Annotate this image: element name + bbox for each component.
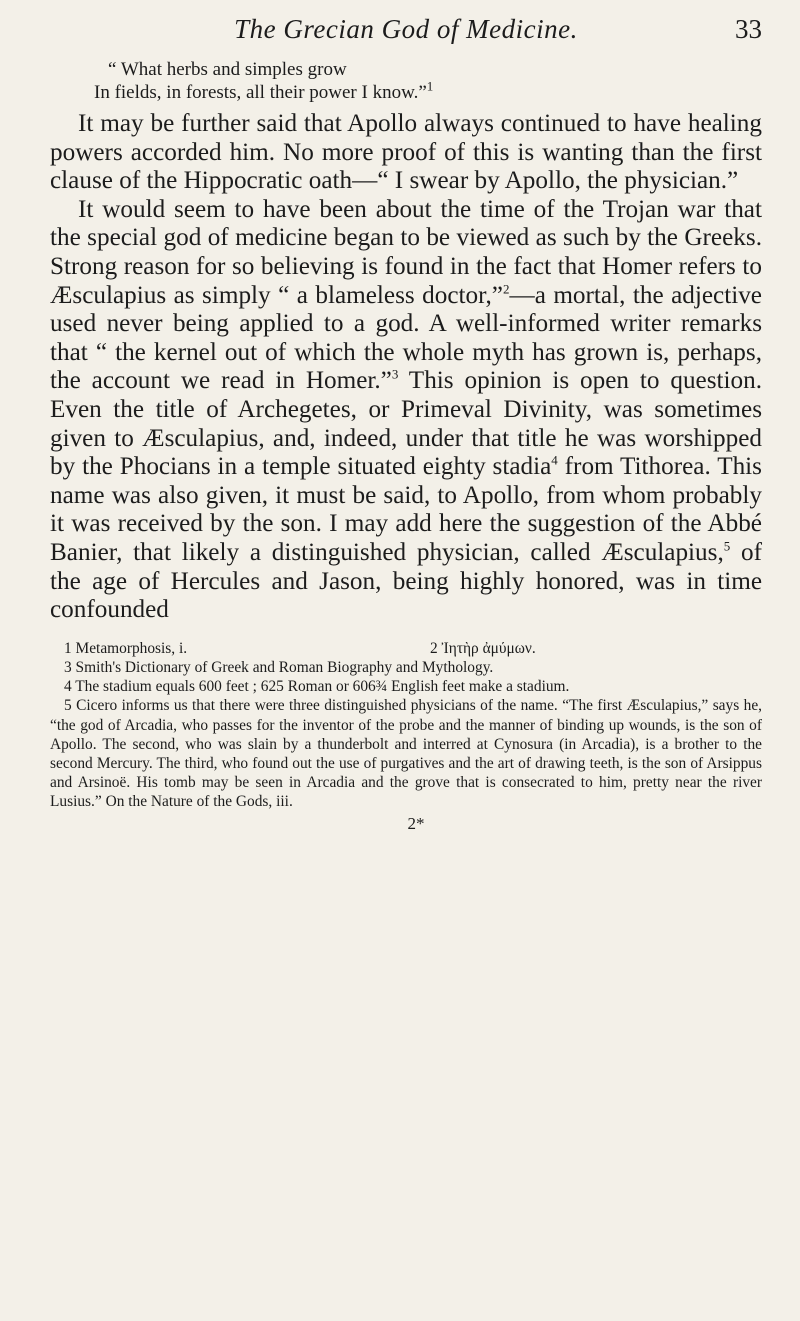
page [50, 14, 762, 833]
footnotes [50, 639, 762, 833]
paragraph-1: It may be further said that Apollo always continued to have healing powers accorded him. No more proof of this is wanting than the first clause of the Hippocratic oath—“ I swear by Apollo, the physician.” [50, 110, 762, 195]
footnote-row [50, 639, 762, 658]
verse-line-1: “ What herbs and simples grow [108, 59, 347, 80]
footnote-3: 3 Smith's Dictionary of Greek and Roman Biography and Mythology. [64, 658, 494, 676]
footnote-1: 1 Metamorphosis, i. [64, 639, 188, 657]
paragraph-2: It would seem to have been about the time of the Trojan war that the special god of medicine began to be viewed as such by the Greeks. Strong reason for so believing is found in the fact that Homer refers to Æsculapius as simply “ a blameless doctor,”$^2$—a mortal, the adjective used never being applied to a god. A well-informed writer remarks that “ the kernel out of which the whole myth has grown is, perhaps, the account we read in Homer.”$^3$ This opinion is open to question. Even the title of Archegetes, or Primeval Divinity, was sometimes given to Æsculapius, and, indeed, under that title he was worshipped by the Phocians in a temple situated eighty stadia$^4$ from Tithorea. This name was also given, it must be said, to Apollo, from whom probably it was received by the son. I may add here the suggestion of the Abbé Banier, that likely a distinguished physician, called Æsculapius,$^5$ of the age of Hercules and Jason, being highly honored, was in time confounded [50, 195, 763, 624]
footnote-5: 5 Cicero informs us that there were three distinguished physicians of the name. “The first Æsculapius,” says he, “the god of Arcadia, who passes for the inventor of the probe and the manner of binding up wounds, is the son of Apollo. The second, who was slain by a thunderbolt and interred at Cynosura (in Arcadia), is a brother to the second Mercury. The third, who found out the use of purgatives and the art of drawing teeth, is the son of Arsippus and Arsinoë. His tomb may be seen in Arcadia and the grove that is consecrated to him, pretty near the river Lusius.” On the Nature of the Gods, iii. [50, 697, 762, 811]
footnote-ref-4: 4 [551, 452, 558, 468]
signature-mark: 2* [407, 813, 425, 833]
body-text [50, 110, 762, 625]
footnote-2: 2 Ἰητὴρ ἀμύμων. [430, 639, 536, 657]
running-head [50, 14, 762, 48]
verse-line-2: In fields, in forests, all their power I know.”$^1$ [94, 78, 434, 103]
running-title: The Grecian God of Medicine. [234, 14, 578, 44]
footnote-ref-1: 1 [426, 78, 434, 94]
verse-quote [94, 58, 762, 104]
footnote-ref-3: 3 [391, 366, 399, 382]
footnote-ref-2: 2 [503, 281, 510, 297]
footnote-4: 4 The stadium equals 600 feet ; 625 Roman or 606¾ English feet make a stadium. [64, 678, 570, 696]
page-number: 33 [735, 14, 762, 44]
footnote-ref-5: 5 [723, 538, 731, 554]
